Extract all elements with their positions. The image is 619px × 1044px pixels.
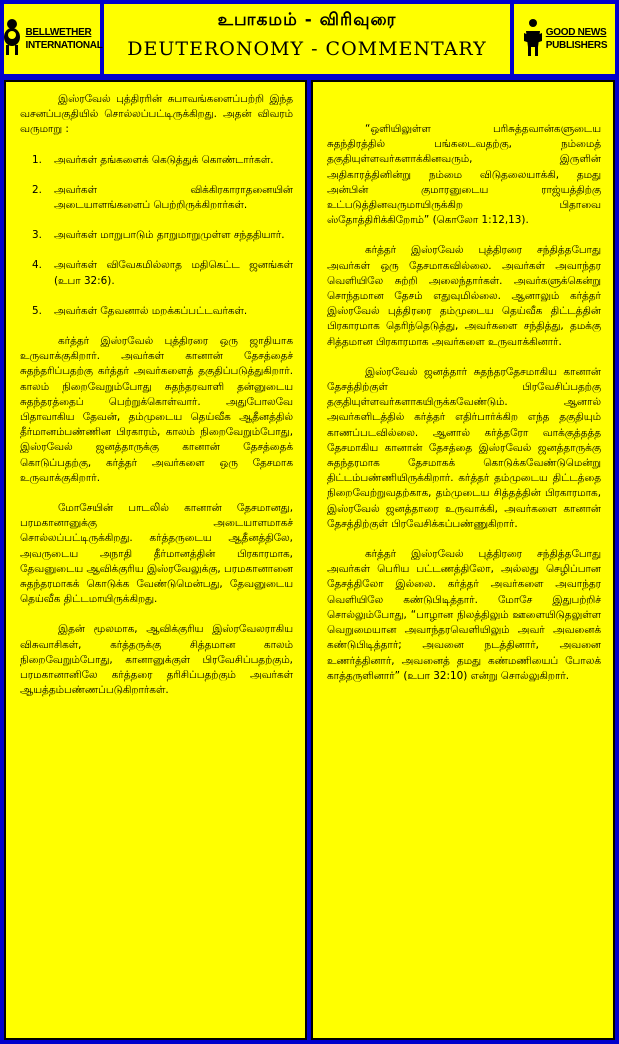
good-news-logo bbox=[514, 4, 615, 74]
left-paragraph-2: மோசேயின் பாடலில் கானான் தேசமானது, பரமகானானுக்கு அடையாளமாகச் சொல்லப்பட்டிருக்கிறது. கர்த்தருடைய ஆதீனத்திலே, அவருடைய அநாதி தீர்மானத்தின் பிரகாரமாக, தேவனுடைய ஆவிக்குரிய இஸ்ரவேலுக்கு, பரமகானானை சுதந்தரமாகக் கொடுக்க வேண்டுமென்பது, தேவனுடைய தெய்வீக திட்டமாயிருக்கிறது. bbox=[20, 502, 293, 606]
list-item: 3. அவர்கள் மாறுபாடும் தாறுமாறுமுள்ள சந்ததியார். bbox=[32, 229, 285, 242]
scripture-quote: “ஒளியிலுள்ள பரிசுத்தவான்களுடைய சுதந்திரத்தில் பங்கடைவதற்கு, நம்மைத் தகுதியுள்ளவர்களாக்கினவரும், இருளின் அதிகாரத்தினின்று நம்மை விடுதலையாக்கி, தமது அன்பின் குமாரனுடைய ராஜ்யத்திற்கு உட்படுத்தினவருமாயிருக்கிற பிதாவை ஸ்தோத்திரிக்கிறோம்” (கொலோ 1:12,13). bbox=[327, 123, 601, 227]
right-paragraph-3: கர்த்தர் இஸ்ரவேல் புத்திரரை சந்தித்தபோது அவர்கள் பெரிய பட்டணத்திலோ, அல்லது செழிப்பான தேசத்திலோ இல்லை. கர்த்தர் அவர்களை அவாந்தர வெளியிலே கண்டுபிடித்தார். மோசே இதுபற்றிச் சொல்லும்போது, “பாழான நிலத்திலும் ஊளையிடுதலுள்ள வெறுமையான அவாந்தரவெளியிலும் அவர் அவனைக் கண்டுபிடித்தார்; அவனை நடத்தினார், அவனை உணர்த்தினார், அவனைத் தமது கண்மணியைப் போலக் காத்தருளினார்” (உபா 32:10) என்று சொல்லுகிறார். bbox=[327, 548, 601, 682]
english-title: DEUTERONOMY - COMMENTARY bbox=[127, 38, 487, 60]
left-column bbox=[4, 80, 307, 1040]
list-item: 5. அவர்கள் தேவனால் மறக்கப்பட்டவர்கள். bbox=[32, 304, 248, 317]
logo-right-line2: PUBLISHERS bbox=[545, 40, 608, 51]
list-item: 2. அவர்கள் விக்கிரகாராதனையின் அடையாளங்களைப் பெற்றிருக்கிறார்கள். bbox=[32, 183, 293, 212]
sheep-icon bbox=[1, 17, 23, 61]
intro-paragraph: இஸ்ரவேல் புத்திரரின் சுபாவங்களைப்பற்றி இந்த வசனப்பகுதியில் சொல்லப்பட்டிருக்கிறது. அதன் விவரம் வருமாறு : bbox=[20, 93, 293, 136]
list-item: 1. அவர்கள் தங்களைக் கெடுத்துக் கொண்டார்கள். bbox=[32, 153, 274, 166]
right-paragraph-2: இஸ்ரவேல் ஜனத்தார் சுதந்தரதேசமாகிய கானான் தேசத்திற்குள் பிரவேசிப்பதற்கு தகுதியுள்ளவர்களாகயிருக்கவேண்டும். ஆனால் அவர்களிடத்தில் கர்த்தர் எதிர்பார்க்கிற எந்த தகுதியும் காணப்படவில்லை. ஆனால் கர்த்தரோ வாக்குத்தத்த தேசமாகிய கானான் தேசத்தை இஸ்ரவேல் ஜனத்தாருக்கு சுதந்தரமாக தேசமாகக் கொடுக்கவேண்டுமென்று திட்டம்பண்ணியிருக்கிறார். கர்த்தர் தம்முடைய திட்டத்தை நிறைவேற்றுவதற்காக, தம்முடைய சித்தத்தின் பிரகாரமாக, இஸ்ரவேல் ஜனத்தாரை உருவாக்கி, அவர்களை கானான் தேசத்திற்குள் பிரவேசிக்கப்பண்ணுகிறார். bbox=[327, 365, 601, 530]
traits-list bbox=[20, 153, 293, 319]
bellwether-logo bbox=[4, 4, 103, 74]
logo-left-line1: BELLWETHER bbox=[25, 27, 92, 38]
right-paragraph-1: கர்த்தர் இஸ்ரவேல் புத்திரரை சந்தித்தபோது அவர்கள் ஒரு தேசமாகவில்லை. அவர்கள் அவாந்தர வெளியிலே சுற்றி அலைந்தார்கள். அவர்களுக்கென்று சொந்தமான தேசம் எதுவுமில்லை. ஆனாலும் கர்த்தர் இஸ்ரவேல் புத்திரரை தம்முடைய தெய்வீக திட்டத்தின் பிரகாரமாக தெரிந்தெடுத்து, அவர்களை சந்தித்து, தமக்கு சித்தமான பிரகாரமாக அவர்களை உருவாக்கினார். bbox=[327, 244, 601, 348]
left-paragraph-1: கர்த்தர் இஸ்ரவேல் புத்திரரை ஒரு ஜாதியாக உருவாக்குகிறார். அவர்கள் கானான் தேசத்தைச் சுதந்தரிப்பதற்கு கர்த்தர் அவர்களைத் தகுதிப்படுத்துகிறார். காலம் நிறைவேறும்போது சுதந்தரவாளி தன்னுடைய சுதந்தரத்தைப் பெற்றுக்கொள்வார். அதுபோலவே பிதாவாகிய தேவன், தம்முடைய தெய்வீக ஆதீனத்தில் தீர்மானம்பண்ணின பிரகாரம், காலம் நிறைவேறும்போது, இஸ்ரவேல் ஜனத்தாருக்கு கானான் தேசத்தைக் கொடுப்பதற்கு, கர்த்தர் அவர்களை ஒரு தேசமாக உருவாக்குகிறார். bbox=[20, 335, 293, 484]
left-paragraph-3: இதன் மூலமாக, ஆவிக்குரிய இஸ்ரவேலராகிய விசுவாசிகள், கர்த்தருக்கு சித்தமான காலம் நிறைவேறும்போது, கானானுக்குள் பிரவேசிப்பதற்கும், பரமகானானிலே கர்த்தரை தரிசிப்பதற்கும் அவர்கள் ஆயத்தம்பண்ணப்படுகிறார்கள். bbox=[20, 623, 293, 697]
logo-left-line2: INTERNATIONAL bbox=[25, 40, 103, 51]
right-column bbox=[311, 80, 615, 1040]
logo-right-line1: GOOD NEWS bbox=[545, 27, 607, 38]
tamil-title: உபாகமம் - விரிவுரை bbox=[217, 10, 397, 30]
page-header bbox=[104, 4, 510, 74]
person-reading-icon bbox=[522, 17, 544, 61]
list-item: 4. அவர்கள் விவேகமில்லாத மதிகெட்ட ஜனங்கள் (உபா 32:6). bbox=[32, 259, 293, 287]
